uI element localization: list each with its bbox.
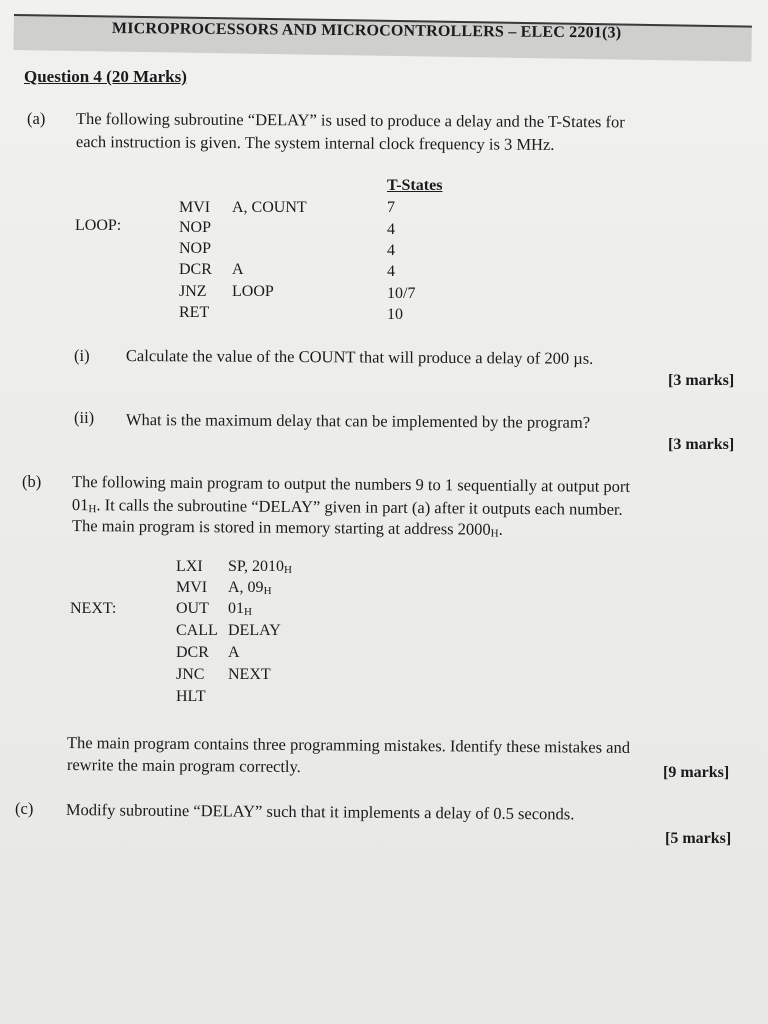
code-operand: NEXT: [228, 666, 271, 683]
sub-question-ii-text: What is the maximum delay that can be implemented by the program?: [125, 410, 591, 432]
sub-question-ii-label: (ii): [74, 408, 95, 427]
code-mnemonic: LXI: [176, 558, 203, 575]
sub-question-i-marks: [3 marks]: [668, 372, 735, 389]
part-a-line-1: The following subroutine “DELAY” is used to produce a delay and the T-States for: [75, 109, 625, 132]
code-mnemonic: JNC: [176, 666, 205, 683]
code-tstates: 4: [387, 221, 395, 238]
code-tstates: 10: [387, 306, 403, 323]
code-operand: $01_H$: [228, 600, 252, 618]
part-b-question-line-2: rewrite the main program correctly.: [66, 755, 301, 777]
code-operand: A: [232, 261, 244, 278]
code-operand: A, $09_H$: [228, 579, 272, 597]
part-c-label: (c): [15, 799, 34, 818]
code-tstates: 7: [387, 199, 395, 216]
code-mnemonic: JNZ: [179, 283, 207, 300]
code-mnemonic: RET: [179, 304, 210, 321]
part-b-label: (b): [22, 472, 42, 491]
code-operand: A: [228, 644, 240, 661]
sub-question-i-text: Calculate the value of the COUNT that will produce a delay of 200 µs.: [125, 346, 594, 368]
part-b-line-3: The main program is stored in memory starting at address $2000_H$.: [71, 516, 503, 540]
course-header: MICROPROCESSORS AND MICROCONTROLLERS – ELEC 2201(3): [111, 20, 622, 42]
part-a-label: (a): [27, 109, 46, 128]
code-tstates: 4: [387, 242, 395, 259]
question-title: Question 4 (20 Marks): [24, 67, 187, 86]
code-operand: LOOP: [232, 283, 274, 300]
part-b-question-line-1: The main program contains three programming mistakes. Identify these mistakes and: [66, 733, 631, 757]
code-mnemonic: NOP: [179, 219, 212, 236]
code-mnemonic: DCR: [176, 644, 209, 661]
code-mnemonic: DCR: [179, 261, 212, 278]
loop-label: LOOP:: [75, 217, 122, 234]
code-tstates: 4: [387, 263, 395, 280]
code-mnemonic: HLT: [176, 688, 206, 705]
code-mnemonic: NOP: [179, 240, 212, 257]
sub-question-i-label: (i): [74, 346, 90, 365]
part-c-marks: [5 marks]: [665, 830, 732, 847]
sub-question-ii-marks: [3 marks]: [668, 436, 735, 453]
code-mnemonic: MVI: [176, 579, 208, 596]
part-b-line-1: The following main program to output the numbers 9 to 1 sequentially at output port: [71, 472, 631, 496]
part-a-line-2: each instruction is given. The system internal clock frequency is 3 MHz.: [75, 132, 555, 154]
code-mnemonic: CALL: [176, 622, 218, 639]
code-mnemonic: MVI: [179, 199, 211, 216]
code-tstates: 10/7: [387, 285, 416, 302]
code-operand: DELAY: [228, 622, 281, 639]
part-b-line-2: $01_H$. It calls the subroutine “DELAY” given in part (a) after it outputs each number.: [71, 495, 623, 519]
code-operand: A, COUNT: [232, 199, 307, 216]
next-label: NEXT:: [70, 600, 117, 617]
part-b-marks: [9 marks]: [663, 764, 730, 781]
code-mnemonic: OUT: [176, 600, 209, 617]
part-c-text: Modify subroutine “DELAY” such that it implements a delay of 0.5 seconds.: [65, 800, 575, 824]
tstates-header: T-States: [387, 177, 443, 194]
code-operand: SP, $2010_H$: [228, 558, 292, 576]
